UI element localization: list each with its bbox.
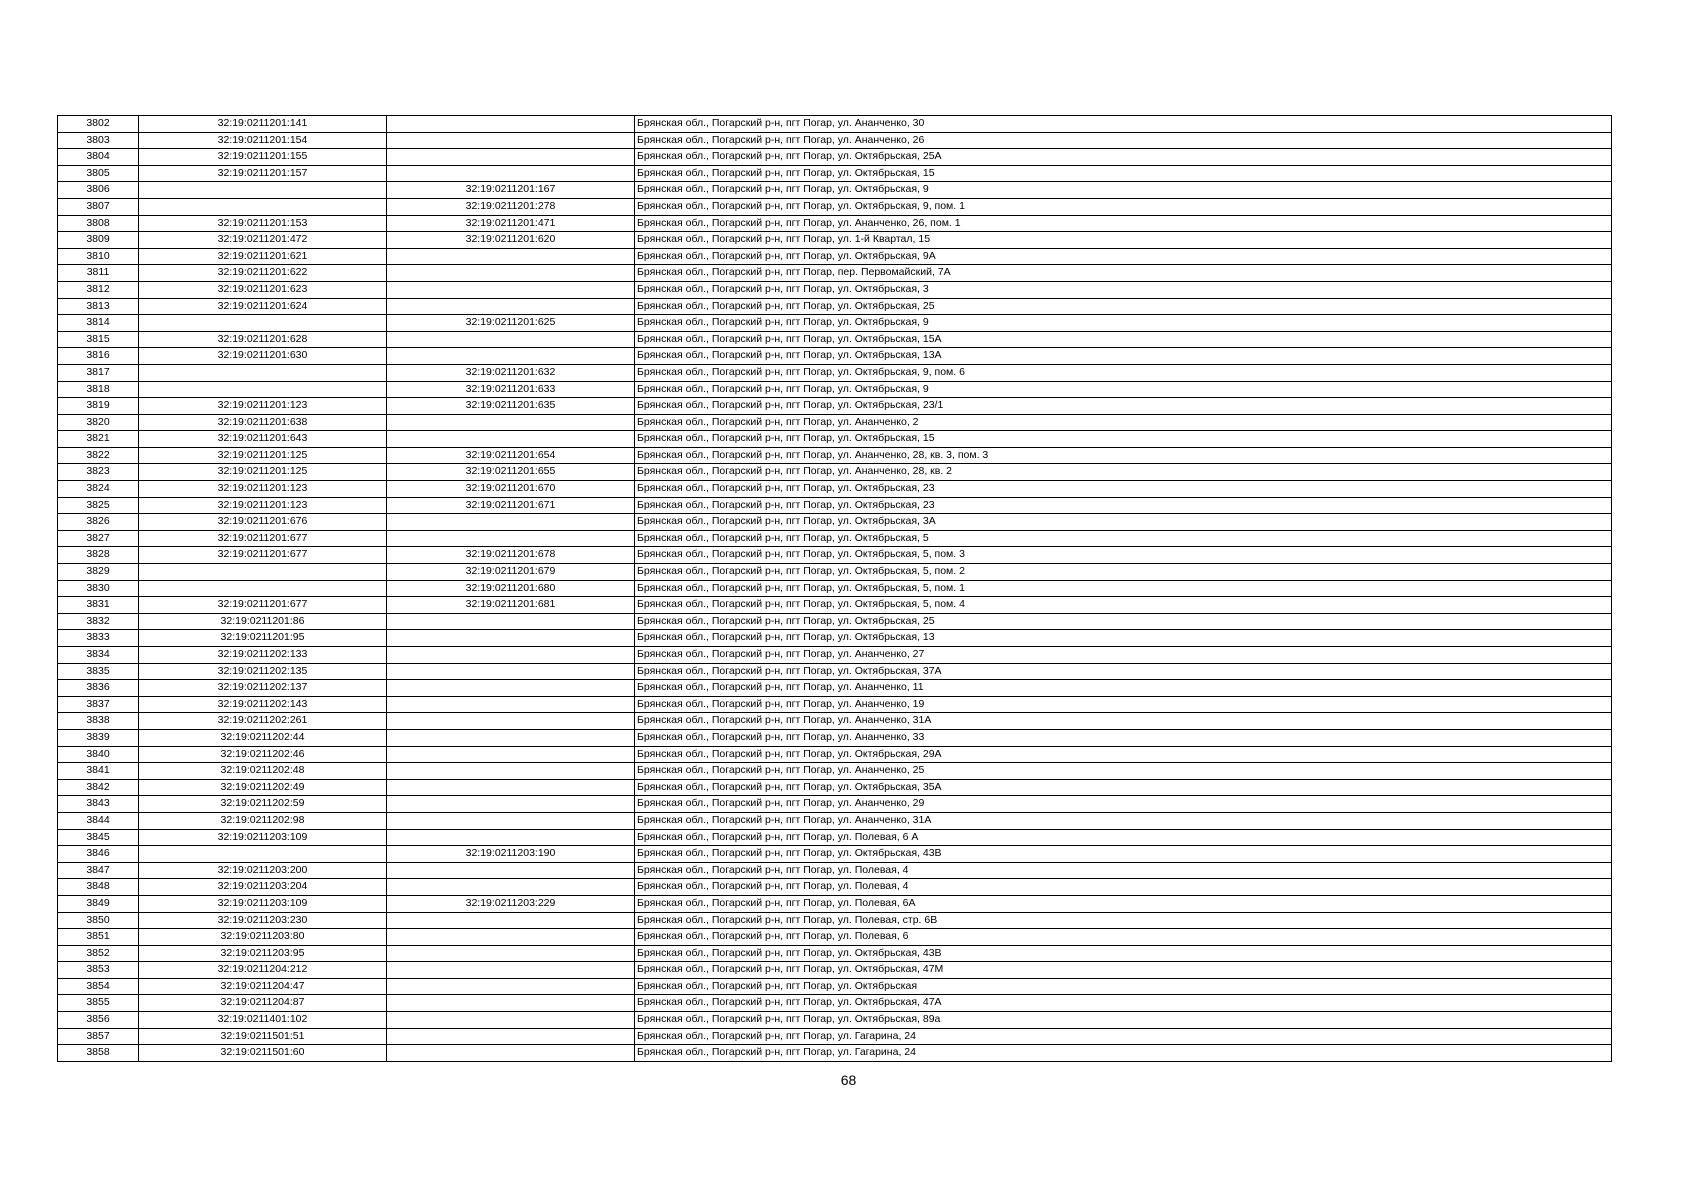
address: Брянская обл., Погарский р-н, пгт Погар, ул. Полевая, 4 bbox=[635, 862, 1612, 879]
cadastral-number-parcel: 32:19:0211201:622 bbox=[139, 265, 387, 282]
row-number: 3843 bbox=[58, 796, 139, 813]
cadastral-number-parcel: 32:19:0211202:44 bbox=[139, 729, 387, 746]
row-number: 3813 bbox=[58, 298, 139, 315]
cadastral-number-parcel: 32:19:0211201:677 bbox=[139, 547, 387, 564]
cadastral-number-parcel: 32:19:0211201:638 bbox=[139, 414, 387, 431]
cadastral-number-object bbox=[387, 879, 635, 896]
cadastral-number-object bbox=[387, 779, 635, 796]
table-row bbox=[58, 514, 1612, 531]
address: Брянская обл., Погарский р-н, пгт Погар, ул. Октябрьская, 35А bbox=[635, 779, 1612, 796]
address: Брянская обл., Погарский р-н, пгт Погар, ул. Октябрьская, 47А bbox=[635, 995, 1612, 1012]
cadastral-number-parcel: 32:19:0211203:95 bbox=[139, 945, 387, 962]
address: Брянская обл., Погарский р-н, пгт Погар, ул. Октябрьская, 29А bbox=[635, 746, 1612, 763]
row-number: 3856 bbox=[58, 1012, 139, 1029]
table-row bbox=[58, 796, 1612, 813]
table-row bbox=[58, 647, 1612, 664]
table-row bbox=[58, 978, 1612, 995]
row-number: 3838 bbox=[58, 713, 139, 730]
row-number: 3849 bbox=[58, 895, 139, 912]
table-row bbox=[58, 630, 1612, 647]
address: Брянская обл., Погарский р-н, пгт Погар, ул. Октябрьская, 23/1 bbox=[635, 398, 1612, 415]
cadastral-number-parcel: 32:19:0211201:157 bbox=[139, 165, 387, 182]
cadastral-number-object bbox=[387, 663, 635, 680]
cadastral-number-parcel: 32:19:0211201:677 bbox=[139, 597, 387, 614]
table-row bbox=[58, 447, 1612, 464]
cadastral-number-parcel: 32:19:0211202:98 bbox=[139, 812, 387, 829]
table-row bbox=[58, 182, 1612, 199]
table-row bbox=[58, 215, 1612, 232]
table-row bbox=[58, 729, 1612, 746]
table-row bbox=[58, 132, 1612, 149]
cadastral-number-object: 32:19:0211201:620 bbox=[387, 232, 635, 249]
cadastral-number-object: 32:19:0211201:679 bbox=[387, 564, 635, 581]
cadastral-number-object: 32:19:0211201:635 bbox=[387, 398, 635, 415]
cadastral-number-parcel bbox=[139, 381, 387, 398]
row-number: 3831 bbox=[58, 597, 139, 614]
address: Брянская обл., Погарский р-н, пгт Погар, ул. Ананченко, 30 bbox=[635, 116, 1612, 133]
cadastral-number-parcel: 32:19:0211202:49 bbox=[139, 779, 387, 796]
cadastral-number-parcel: 32:19:0211201:154 bbox=[139, 132, 387, 149]
table-row bbox=[58, 895, 1612, 912]
cadastral-number-object bbox=[387, 630, 635, 647]
row-number: 3858 bbox=[58, 1045, 139, 1062]
address: Брянская обл., Погарский р-н, пгт Погар, ул. Ананченко, 2 bbox=[635, 414, 1612, 431]
row-number: 3810 bbox=[58, 248, 139, 265]
cadastral-number-object: 32:19:0211201:655 bbox=[387, 464, 635, 481]
cadastral-number-object: 32:19:0211201:471 bbox=[387, 215, 635, 232]
cadastral-number-parcel: 32:19:0211203:204 bbox=[139, 879, 387, 896]
cadastral-number-object bbox=[387, 763, 635, 780]
cadastral-number-object bbox=[387, 331, 635, 348]
row-number: 3852 bbox=[58, 945, 139, 962]
address: Брянская обл., Погарский р-н, пгт Погар, ул. Октябрьская, 43В bbox=[635, 945, 1612, 962]
cadastral-number-object: 32:19:0211201:167 bbox=[387, 182, 635, 199]
cadastral-number-object bbox=[387, 1028, 635, 1045]
table-row bbox=[58, 198, 1612, 215]
cadastral-number-object bbox=[387, 962, 635, 979]
address: Брянская обл., Погарский р-н, пгт Погар, ул. Октябрьская, 5, пом. 4 bbox=[635, 597, 1612, 614]
table-row bbox=[58, 929, 1612, 946]
address: Брянская обл., Погарский р-н, пгт Погар, ул. Полевая, 6 bbox=[635, 929, 1612, 946]
table-row bbox=[58, 663, 1612, 680]
cadastral-number-parcel bbox=[139, 198, 387, 215]
cadastral-number-object bbox=[387, 746, 635, 763]
row-number: 3841 bbox=[58, 763, 139, 780]
row-number: 3815 bbox=[58, 331, 139, 348]
table-row bbox=[58, 912, 1612, 929]
address: Брянская обл., Погарский р-н, пгт Погар, ул. Октябрьская, 5, пом. 2 bbox=[635, 564, 1612, 581]
cadastral-number-object bbox=[387, 248, 635, 265]
cadastral-number-object bbox=[387, 929, 635, 946]
cadastral-number-parcel: 32:19:0211203:109 bbox=[139, 895, 387, 912]
table-row bbox=[58, 779, 1612, 796]
cadastral-number-parcel: 32:19:0211202:135 bbox=[139, 663, 387, 680]
cadastral-number-object bbox=[387, 829, 635, 846]
table-row bbox=[58, 696, 1612, 713]
address: Брянская обл., Погарский р-н, пгт Погар, ул. Ананченко, 31А bbox=[635, 713, 1612, 730]
table-row bbox=[58, 414, 1612, 431]
cadastral-number-object bbox=[387, 729, 635, 746]
address: Брянская обл., Погарский р-н, пгт Погар, ул. Октябрьская, 13 bbox=[635, 630, 1612, 647]
cadastral-number-object bbox=[387, 680, 635, 697]
table-row bbox=[58, 298, 1612, 315]
cadastral-number-object bbox=[387, 647, 635, 664]
cadastral-number-parcel: 32:19:0211203:80 bbox=[139, 929, 387, 946]
cadastral-number-parcel: 32:19:0211202:143 bbox=[139, 696, 387, 713]
cadastral-number-object bbox=[387, 265, 635, 282]
table-row bbox=[58, 116, 1612, 133]
cadastral-number-object bbox=[387, 945, 635, 962]
cadastral-number-object: 32:19:0211201:670 bbox=[387, 481, 635, 498]
cadastral-number-parcel bbox=[139, 364, 387, 381]
cadastral-number-object: 32:19:0211201:681 bbox=[387, 597, 635, 614]
table-row bbox=[58, 829, 1612, 846]
cadastral-number-parcel: 32:19:0211501:60 bbox=[139, 1045, 387, 1062]
row-number: 3806 bbox=[58, 182, 139, 199]
cadastral-number-object: 32:19:0211201:633 bbox=[387, 381, 635, 398]
table-row bbox=[58, 431, 1612, 448]
cadastral-number-parcel: 32:19:0211201:676 bbox=[139, 514, 387, 531]
row-number: 3812 bbox=[58, 281, 139, 298]
table-body bbox=[58, 116, 1612, 1062]
cadastral-number-object bbox=[387, 431, 635, 448]
address: Брянская обл., Погарский р-н, пгт Погар, ул. Ананченко, 27 bbox=[635, 647, 1612, 664]
row-number: 3855 bbox=[58, 995, 139, 1012]
address: Брянская обл., Погарский р-н, пгт Погар, ул. Гагарина, 24 bbox=[635, 1045, 1612, 1062]
address: Брянская обл., Погарский р-н, пгт Погар, ул. Ананченко, 26, пом. 1 bbox=[635, 215, 1612, 232]
row-number: 3847 bbox=[58, 862, 139, 879]
cadastral-number-object bbox=[387, 530, 635, 547]
row-number: 3808 bbox=[58, 215, 139, 232]
row-number: 3844 bbox=[58, 812, 139, 829]
table-row bbox=[58, 763, 1612, 780]
cadastral-number-object: 32:19:0211203:190 bbox=[387, 846, 635, 863]
row-number: 3848 bbox=[58, 879, 139, 896]
row-number: 3845 bbox=[58, 829, 139, 846]
table-row bbox=[58, 232, 1612, 249]
address: Брянская обл., Погарский р-н, пгт Погар, ул. Ананченко, 31А bbox=[635, 812, 1612, 829]
row-number: 3819 bbox=[58, 398, 139, 415]
cadastral-number-object bbox=[387, 862, 635, 879]
cadastral-number-parcel: 32:19:0211401:102 bbox=[139, 1012, 387, 1029]
address: Брянская обл., Погарский р-н, пгт Погар, ул. Полевая, 4 bbox=[635, 879, 1612, 896]
row-number: 3851 bbox=[58, 929, 139, 946]
cadastral-number-object: 32:19:0211201:680 bbox=[387, 580, 635, 597]
row-number: 3821 bbox=[58, 431, 139, 448]
cadastral-number-parcel: 32:19:0211203:109 bbox=[139, 829, 387, 846]
row-number: 3805 bbox=[58, 165, 139, 182]
cadastral-number-parcel: 32:19:0211201:624 bbox=[139, 298, 387, 315]
table-row bbox=[58, 945, 1612, 962]
address: Брянская обл., Погарский р-н, пгт Погар, ул. Ананченко, 29 bbox=[635, 796, 1612, 813]
address: Брянская обл., Погарский р-н, пгт Погар, ул. Октябрьская bbox=[635, 978, 1612, 995]
cadastral-number-object bbox=[387, 1012, 635, 1029]
table-row bbox=[58, 962, 1612, 979]
row-number: 3823 bbox=[58, 464, 139, 481]
cadastral-number-object bbox=[387, 812, 635, 829]
cadastral-number-object bbox=[387, 995, 635, 1012]
cadastral-number-parcel: 32:19:0211204:47 bbox=[139, 978, 387, 995]
address: Брянская обл., Погарский р-н, пгт Погар, ул. Полевая, стр. 6В bbox=[635, 912, 1612, 929]
cadastral-number-object bbox=[387, 713, 635, 730]
cadastral-number-parcel: 32:19:0211201:95 bbox=[139, 630, 387, 647]
address: Брянская обл., Погарский р-н, пгт Погар, ул. Октябрьская, 9А bbox=[635, 248, 1612, 265]
row-number: 3827 bbox=[58, 530, 139, 547]
table-row bbox=[58, 613, 1612, 630]
cadastral-number-parcel: 32:19:0211201:623 bbox=[139, 281, 387, 298]
cadastral-number-parcel bbox=[139, 315, 387, 332]
address: Брянская обл., Погарский р-н, пгт Погар, ул. Октябрьская, 37А bbox=[635, 663, 1612, 680]
cadastral-number-object bbox=[387, 116, 635, 133]
row-number: 3850 bbox=[58, 912, 139, 929]
table-row bbox=[58, 364, 1612, 381]
row-number: 3834 bbox=[58, 647, 139, 664]
address: Брянская обл., Погарский р-н, пгт Погар, ул. Октябрьская, 47М bbox=[635, 962, 1612, 979]
row-number: 3814 bbox=[58, 315, 139, 332]
cadastral-number-object bbox=[387, 298, 635, 315]
cadastral-number-parcel bbox=[139, 580, 387, 597]
cadastral-number-object bbox=[387, 978, 635, 995]
cadastral-table bbox=[57, 115, 1612, 1062]
cadastral-number-object bbox=[387, 132, 635, 149]
address: Брянская обл., Погарский р-н, пгт Погар, ул. Полевая, 6А bbox=[635, 895, 1612, 912]
page-number: 68 bbox=[840, 1072, 857, 1088]
cadastral-number-parcel bbox=[139, 846, 387, 863]
cadastral-number-object bbox=[387, 796, 635, 813]
table-row bbox=[58, 879, 1612, 896]
address: Брянская обл., Погарский р-н, пгт Погар, ул. Октябрьская, 25А bbox=[635, 149, 1612, 166]
table-row bbox=[58, 481, 1612, 498]
cadastral-number-object: 32:19:0211201:625 bbox=[387, 315, 635, 332]
table-row bbox=[58, 497, 1612, 514]
cadastral-number-parcel: 32:19:0211201:472 bbox=[139, 232, 387, 249]
row-number: 3804 bbox=[58, 149, 139, 166]
cadastral-number-object: 32:19:0211201:678 bbox=[387, 547, 635, 564]
row-number: 3836 bbox=[58, 680, 139, 697]
table-row bbox=[58, 846, 1612, 863]
row-number: 3807 bbox=[58, 198, 139, 215]
address: Брянская обл., Погарский р-н, пгт Погар, ул. Октябрьская, 15 bbox=[635, 165, 1612, 182]
address: Брянская обл., Погарский р-н, пгт Погар, ул. Октябрьская, 5, пом. 3 bbox=[635, 547, 1612, 564]
table-row bbox=[58, 149, 1612, 166]
table-row bbox=[58, 564, 1612, 581]
cadastral-number-parcel: 32:19:0211203:200 bbox=[139, 862, 387, 879]
row-number: 3835 bbox=[58, 663, 139, 680]
address: Брянская обл., Погарский р-н, пгт Погар, ул. Октябрьская, 15А bbox=[635, 331, 1612, 348]
cadastral-number-parcel: 32:19:0211201:125 bbox=[139, 464, 387, 481]
row-number: 3828 bbox=[58, 547, 139, 564]
cadastral-number-parcel: 32:19:0211201:125 bbox=[139, 447, 387, 464]
cadastral-number-parcel: 32:19:0211201:153 bbox=[139, 215, 387, 232]
cadastral-number-object: 32:19:0211201:632 bbox=[387, 364, 635, 381]
row-number: 3853 bbox=[58, 962, 139, 979]
cadastral-number-parcel: 32:19:0211201:123 bbox=[139, 481, 387, 498]
row-number: 3833 bbox=[58, 630, 139, 647]
table-row bbox=[58, 1028, 1612, 1045]
row-number: 3817 bbox=[58, 364, 139, 381]
address: Брянская обл., Погарский р-н, пгт Погар, ул. Октябрьская, 9 bbox=[635, 315, 1612, 332]
table-row bbox=[58, 1012, 1612, 1029]
cadastral-number-object bbox=[387, 149, 635, 166]
row-number: 3824 bbox=[58, 481, 139, 498]
cadastral-number-object bbox=[387, 281, 635, 298]
cadastral-number-parcel: 32:19:0211202:46 bbox=[139, 746, 387, 763]
row-number: 3822 bbox=[58, 447, 139, 464]
address: Брянская обл., Погарский р-н, пгт Погар, ул. Ананченко, 11 bbox=[635, 680, 1612, 697]
address: Брянская обл., Погарский р-н, пгт Погар, ул. Ананченко, 28, кв. 3, пом. 3 bbox=[635, 447, 1612, 464]
cadastral-number-object bbox=[387, 912, 635, 929]
address: Брянская обл., Погарский р-н, пгт Погар, ул. Октябрьская, 23 bbox=[635, 481, 1612, 498]
address: Брянская обл., Погарский р-н, пгт Погар, ул. Октябрьская, 25 bbox=[635, 613, 1612, 630]
cadastral-number-parcel: 32:19:0211201:643 bbox=[139, 431, 387, 448]
address: Брянская обл., Погарский р-н, пгт Погар, пер. Первомайский, 7А bbox=[635, 265, 1612, 282]
address: Брянская обл., Погарский р-н, пгт Погар, ул. Ананченко, 26 bbox=[635, 132, 1612, 149]
cadastral-number-parcel: 32:19:0211202:261 bbox=[139, 713, 387, 730]
row-number: 3840 bbox=[58, 746, 139, 763]
address: Брянская обл., Погарский р-н, пгт Погар, ул. Октябрьская, 3 bbox=[635, 281, 1612, 298]
row-number: 3816 bbox=[58, 348, 139, 365]
table-row bbox=[58, 680, 1612, 697]
address: Брянская обл., Погарский р-н, пгт Погар, ул. Гагарина, 24 bbox=[635, 1028, 1612, 1045]
row-number: 3839 bbox=[58, 729, 139, 746]
row-number: 3837 bbox=[58, 696, 139, 713]
cadastral-number-parcel: 32:19:0211201:677 bbox=[139, 530, 387, 547]
row-number: 3846 bbox=[58, 846, 139, 863]
cadastral-number-object bbox=[387, 414, 635, 431]
cadastral-number-object bbox=[387, 165, 635, 182]
table-row bbox=[58, 862, 1612, 879]
address: Брянская обл., Погарский р-н, пгт Погар, ул. Октябрьская, 43В bbox=[635, 846, 1612, 863]
cadastral-number-parcel: 32:19:0211201:621 bbox=[139, 248, 387, 265]
address: Брянская обл., Погарский р-н, пгт Погар, ул. Ананченко, 33 bbox=[635, 729, 1612, 746]
cadastral-number-object: 32:19:0211201:671 bbox=[387, 497, 635, 514]
cadastral-number-parcel: 32:19:0211201:630 bbox=[139, 348, 387, 365]
address: Брянская обл., Погарский р-н, пгт Погар, ул. Октябрьская, 25 bbox=[635, 298, 1612, 315]
table-row bbox=[58, 597, 1612, 614]
address: Брянская обл., Погарский р-н, пгт Погар, ул. Полевая, 6 А bbox=[635, 829, 1612, 846]
address: Брянская обл., Погарский р-н, пгт Погар, ул. 1-й Квартал, 15 bbox=[635, 232, 1612, 249]
row-number: 3832 bbox=[58, 613, 139, 630]
address: Брянская обл., Погарский р-н, пгт Погар, ул. Ананченко, 25 bbox=[635, 763, 1612, 780]
cadastral-number-parcel: 32:19:0211201:155 bbox=[139, 149, 387, 166]
cadastral-number-parcel: 32:19:0211201:123 bbox=[139, 398, 387, 415]
table-row bbox=[58, 1045, 1612, 1062]
cadastral-number-object: 32:19:0211201:278 bbox=[387, 198, 635, 215]
cadastral-number-parcel: 32:19:0211201:141 bbox=[139, 116, 387, 133]
cadastral-number-parcel: 32:19:0211204:87 bbox=[139, 995, 387, 1012]
table-row bbox=[58, 281, 1612, 298]
address: Брянская обл., Погарский р-н, пгт Погар, ул. Октябрьская, 5, пом. 1 bbox=[635, 580, 1612, 597]
cadastral-number-object bbox=[387, 613, 635, 630]
cadastral-number-parcel: 32:19:0211202:48 bbox=[139, 763, 387, 780]
cadastral-number-parcel: 32:19:0211203:230 bbox=[139, 912, 387, 929]
cadastral-number-parcel bbox=[139, 182, 387, 199]
row-number: 3825 bbox=[58, 497, 139, 514]
row-number: 3857 bbox=[58, 1028, 139, 1045]
cadastral-number-parcel: 32:19:0211201:123 bbox=[139, 497, 387, 514]
table-row bbox=[58, 165, 1612, 182]
cadastral-number-parcel: 32:19:0211202:133 bbox=[139, 647, 387, 664]
table-row bbox=[58, 530, 1612, 547]
table-row bbox=[58, 713, 1612, 730]
address: Брянская обл., Погарский р-н, пгт Погар, ул. Октябрьская, 3А bbox=[635, 514, 1612, 531]
row-number: 3829 bbox=[58, 564, 139, 581]
cadastral-number-parcel: 32:19:0211501:51 bbox=[139, 1028, 387, 1045]
cadastral-number-object bbox=[387, 696, 635, 713]
cadastral-number-parcel bbox=[139, 564, 387, 581]
cadastral-number-parcel: 32:19:0211201:86 bbox=[139, 613, 387, 630]
table-row bbox=[58, 348, 1612, 365]
table-row bbox=[58, 580, 1612, 597]
cadastral-number-parcel: 32:19:0211201:628 bbox=[139, 331, 387, 348]
cadastral-number-object bbox=[387, 348, 635, 365]
address: Брянская обл., Погарский р-н, пгт Погар, ул. Октябрьская, 9 bbox=[635, 182, 1612, 199]
address: Брянская обл., Погарский р-н, пгт Погар, ул. Октябрьская, 23 bbox=[635, 497, 1612, 514]
table-row bbox=[58, 265, 1612, 282]
cadastral-number-parcel: 32:19:0211202:137 bbox=[139, 680, 387, 697]
cadastral-number-parcel: 32:19:0211204:212 bbox=[139, 962, 387, 979]
address: Брянская обл., Погарский р-н, пгт Погар, ул. Ананченко, 19 bbox=[635, 696, 1612, 713]
table-row bbox=[58, 464, 1612, 481]
table-row bbox=[58, 331, 1612, 348]
cadastral-number-parcel: 32:19:0211202:59 bbox=[139, 796, 387, 813]
table-row bbox=[58, 381, 1612, 398]
row-number: 3820 bbox=[58, 414, 139, 431]
cadastral-number-object bbox=[387, 514, 635, 531]
row-number: 3854 bbox=[58, 978, 139, 995]
row-number: 3826 bbox=[58, 514, 139, 531]
address: Брянская обл., Погарский р-н, пгт Погар, ул. Октябрьская, 13А bbox=[635, 348, 1612, 365]
table-row bbox=[58, 547, 1612, 564]
table-row bbox=[58, 248, 1612, 265]
row-number: 3842 bbox=[58, 779, 139, 796]
address: Брянская обл., Погарский р-н, пгт Погар, ул. Октябрьская, 9, пом. 6 bbox=[635, 364, 1612, 381]
address: Брянская обл., Погарский р-н, пгт Погар, ул. Октябрьская, 5 bbox=[635, 530, 1612, 547]
row-number: 3802 bbox=[58, 116, 139, 133]
row-number: 3803 bbox=[58, 132, 139, 149]
address: Брянская обл., Погарский р-н, пгт Погар, ул. Октябрьская, 9 bbox=[635, 381, 1612, 398]
row-number: 3830 bbox=[58, 580, 139, 597]
table-row bbox=[58, 812, 1612, 829]
row-number: 3818 bbox=[58, 381, 139, 398]
table-row bbox=[58, 746, 1612, 763]
address: Брянская обл., Погарский р-н, пгт Погар, ул. Октябрьская, 89а bbox=[635, 1012, 1612, 1029]
cadastral-number-object bbox=[387, 1045, 635, 1062]
table-row bbox=[58, 398, 1612, 415]
row-number: 3809 bbox=[58, 232, 139, 249]
cadastral-number-object: 32:19:0211201:654 bbox=[387, 447, 635, 464]
address: Брянская обл., Погарский р-н, пгт Погар, ул. Октябрьская, 15 bbox=[635, 431, 1612, 448]
address: Брянская обл., Погарский р-н, пгт Погар, ул. Ананченко, 28, кв. 2 bbox=[635, 464, 1612, 481]
table-row bbox=[58, 995, 1612, 1012]
row-number: 3811 bbox=[58, 265, 139, 282]
cadastral-number-object: 32:19:0211203:229 bbox=[387, 895, 635, 912]
table-row bbox=[58, 315, 1612, 332]
address: Брянская обл., Погарский р-н, пгт Погар, ул. Октябрьская, 9, пом. 1 bbox=[635, 198, 1612, 215]
